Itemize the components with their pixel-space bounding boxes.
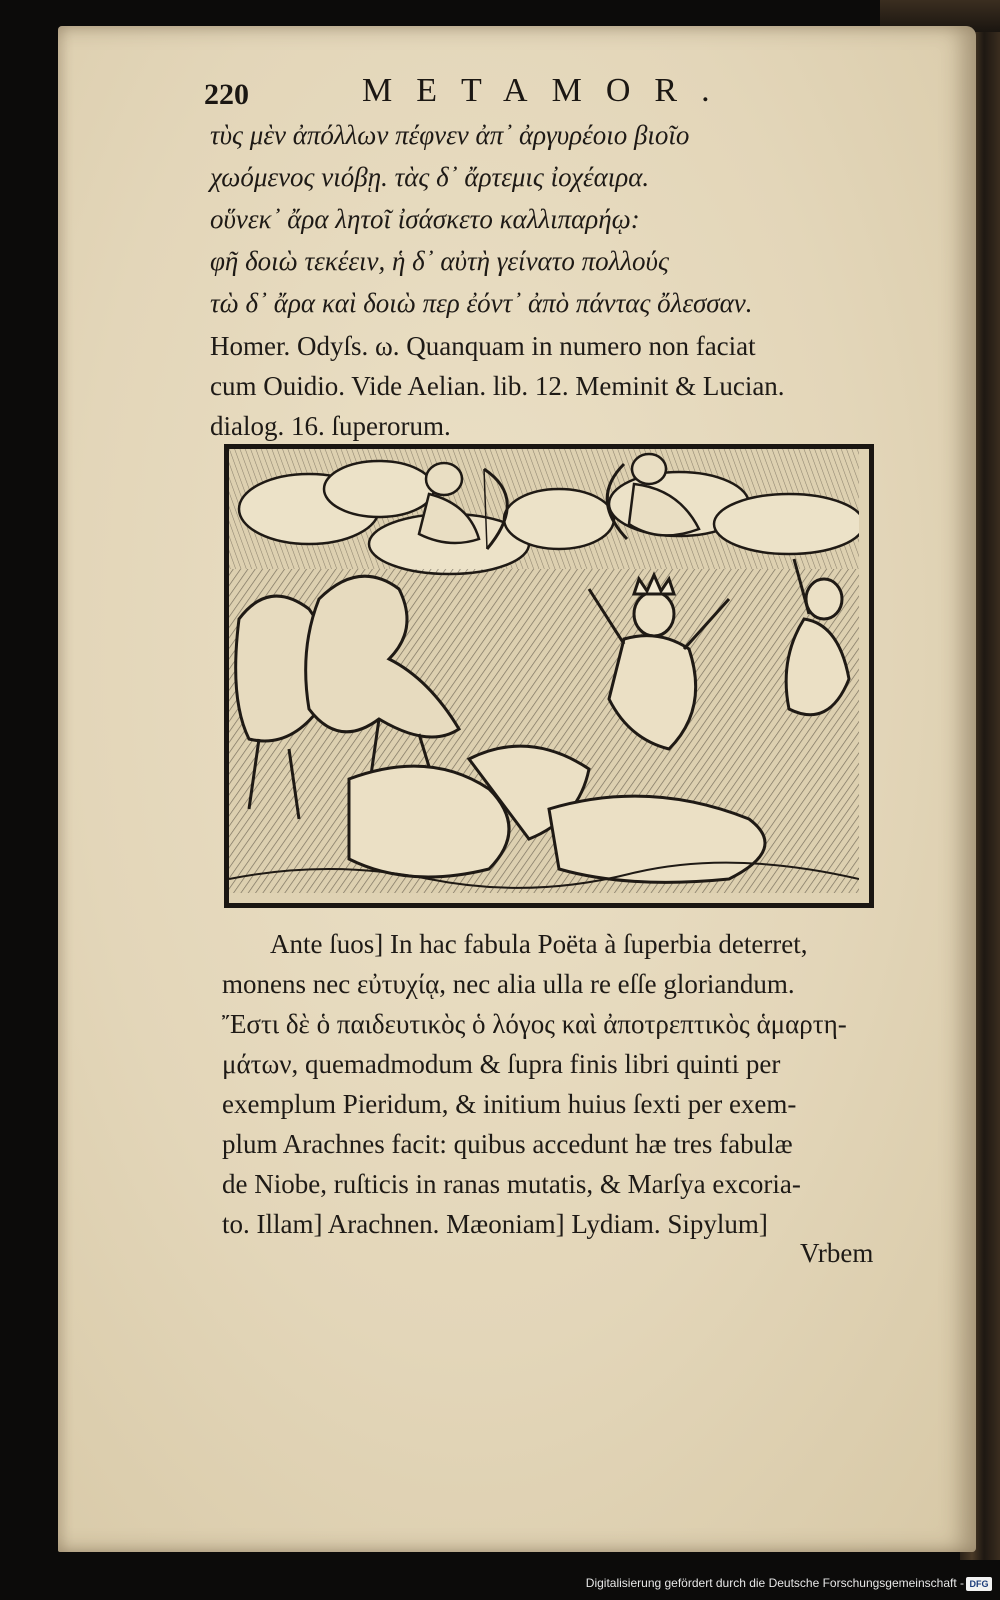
reference-line: cum Ouidio. Vide Aelian. lib. 12. Meminit & Lucian. (210, 371, 785, 401)
running-title: METAMOR. (362, 72, 734, 109)
commentary (222, 924, 912, 1244)
woodcut-illustration (224, 444, 874, 908)
funding-credit: Digitalisierung gefördert durch die Deutsche Forschungsgemeinschaft - (585, 1576, 964, 1590)
footer-bar (0, 1564, 1000, 1600)
commentary-line: plum Arachnes facit: quibus accedunt hæ tres fabulæ (222, 1129, 793, 1159)
greek-line: φῆ δοιὼ τεκέειν, ἡ δ᾽ αὐτὴ γείνατο πολλούς (210, 246, 669, 276)
commentary-line: de Niobe, ruſticis in ranas mutatis, & Marſya excoria- (222, 1169, 801, 1199)
page-number: 220 (204, 78, 249, 111)
commentary-line: monens nec εὐτυχίᾳ, nec alia ulla re eſſe gloriandum. (222, 969, 795, 999)
greek-line: τὺς μὲν ἀπόλλων πέφνεν ἀπ᾽ ἀργυρέοιο βιοῖο (210, 120, 690, 150)
woodcut-drawing (229, 449, 859, 893)
reference-line: dialog. 16. ſuperorum. (210, 411, 451, 441)
commentary-line: to. Illam] Arachnen. Mæoniam] Lydiam. Sipylum] (222, 1209, 768, 1239)
running-head (204, 72, 734, 116)
greek-quotation (210, 114, 890, 324)
commentary-line: exemplum Pieridum, & initium huius ſexti per exem- (222, 1089, 797, 1119)
reference-line: Homer. Odyſs. ω. Quanquam in numero non faciat (210, 331, 756, 361)
dfg-logo: DFG (966, 1577, 992, 1591)
commentary-line: Ante ſuos] In hac fabula Poëta à ſuperbia deterret, (270, 929, 808, 959)
catchword: Vrbem (800, 1238, 874, 1268)
commentary-line: Ἔστι δὲ ὁ παιδευτικὸς ὁ λόγος καὶ ἀποτρεπτικὸς ἁμαρτη- (222, 1009, 847, 1039)
greek-line: οὕνεκ᾽ ἄρα λητοῖ ἰσάσκετο καλλιπαρήῳ: (210, 204, 640, 234)
greek-line: τὼ δ᾽ ἄρα καὶ δοιὼ περ ἐόντ᾽ ἀπὸ πάντας ὄλεσσαν. (210, 288, 753, 318)
greek-line: χωόμενος νιόβῃ. τὰς δ᾽ ἄρτεμις ἰοχέαιρα. (210, 162, 650, 192)
commentary-line: μάτων, quemadmodum & ſupra finis libri quinti per (222, 1049, 781, 1079)
latin-reference (210, 326, 890, 446)
